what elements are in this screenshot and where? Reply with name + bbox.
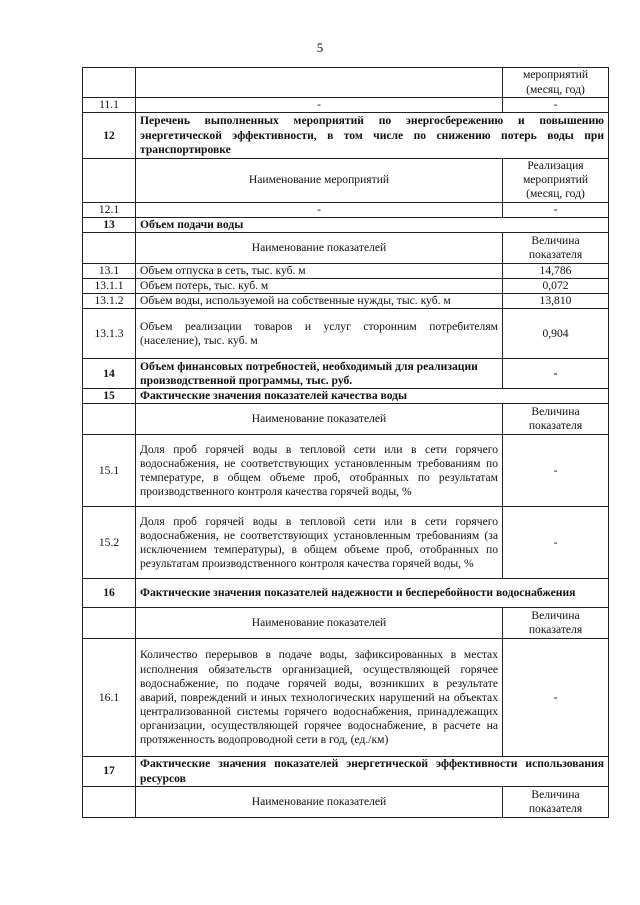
table-row [83, 639, 609, 757]
row-name: Объем отпуска в сеть, тыс. куб. м [136, 263, 503, 278]
section-number: 17 [83, 757, 136, 786]
row-value: - [503, 639, 609, 757]
row-name: Количество перерывов в подаче воды, зафиксированных в местах исполнения обязательств организацией, осуществляющей горячее водоснабжение, по подаче горячей воды, возникших в результате аварий, повреждений и иных технологических нарушений на объектах централизованной системы горячего водоснабжения, принадлежащих организации, осуществляющей горячее водоснабжение, в расчете на протяженность водопроводной сети в год, (ед./км) [136, 639, 503, 757]
row-value: - [503, 507, 609, 579]
table-row [83, 202, 609, 217]
section-row [83, 389, 609, 404]
row-number: 16.1 [83, 639, 136, 757]
row-value: 13,810 [503, 294, 609, 309]
section-value: - [503, 359, 609, 389]
column-header-value: Величина показателя [503, 786, 609, 817]
table-row [83, 263, 609, 278]
section-row [83, 359, 609, 389]
column-header-value: Величина показателя [503, 404, 609, 435]
column-header-value: Величина показателя [503, 232, 609, 263]
row-number: 12.1 [83, 202, 136, 217]
row-number: 15.2 [83, 507, 136, 579]
table-row [83, 278, 609, 293]
row-value: 0,072 [503, 278, 609, 293]
column-header-name: Наименование показателей [136, 404, 503, 435]
section-row [83, 217, 609, 232]
row-number: 11.1 [83, 98, 136, 113]
section-number: 15 [83, 389, 136, 404]
section-title: Фактические значения показателей надежности и бесперебойности водоснабжения [136, 579, 609, 608]
section-title: Объем подачи воды [136, 217, 609, 232]
section-number: 13 [83, 217, 136, 232]
row-value: - [503, 202, 609, 217]
section-number: 12 [83, 113, 136, 159]
section-title: Перечень выполненных мероприятий по энергосбережению и повышению энергетической эффективности, в том числе по снижению потерь воды при транспортировке [136, 113, 609, 159]
empty-cell [83, 404, 136, 435]
row-number: 13.1.1 [83, 278, 136, 293]
row-name: Доля проб горячей воды в тепловой сети или в сети горячего водоснабжения, не соответствующих установленным требованиям по температуре, в общем объеме проб, отобранных по результатам производственного контроля качества горячей воды, % [136, 435, 503, 507]
column-header-name: Наименование показателей [136, 232, 503, 263]
table-row [83, 507, 609, 579]
section-number: 16 [83, 579, 136, 608]
section-row [83, 757, 609, 786]
section-number: 14 [83, 359, 136, 389]
row-value: 14,786 [503, 263, 609, 278]
table-row [83, 98, 609, 113]
table-row [83, 294, 609, 309]
row-name: - [136, 98, 503, 113]
row-name [136, 68, 503, 98]
row-number: 15.1 [83, 435, 136, 507]
column-header-value: Величина показателя [503, 608, 609, 639]
column-header-value: Реализация мероприятий (месяц, год) [503, 159, 609, 202]
empty-cell [83, 159, 136, 202]
row-name: - [136, 202, 503, 217]
row-number: 13.1 [83, 263, 136, 278]
section-title: Объем финансовых потребностей, необходимый для реализации производственной программы, тыс. руб. [136, 359, 503, 389]
row-number: 13.1.2 [83, 294, 136, 309]
section-title: Фактические значения показателей качества воды [136, 389, 609, 404]
empty-cell [83, 608, 136, 639]
row-name: Объем потерь, тыс. куб. м [136, 278, 503, 293]
row-value: - [503, 435, 609, 507]
column-header-row [83, 786, 609, 817]
program-table [82, 67, 609, 818]
column-header-row [83, 404, 609, 435]
column-header-row [83, 159, 609, 202]
section-row [83, 113, 609, 159]
column-header-row [83, 232, 609, 263]
column-header-row [83, 608, 609, 639]
column-header-name: Наименование мероприятий [136, 159, 503, 202]
column-header-name: Наименование показателей [136, 786, 503, 817]
row-value: 0,904 [503, 309, 609, 359]
table-row [83, 309, 609, 359]
row-number: 13.1.3 [83, 309, 136, 359]
column-header-name: Наименование показателей [136, 608, 503, 639]
table-row [83, 68, 609, 98]
empty-cell [83, 786, 136, 817]
row-value: - [503, 98, 609, 113]
row-name: Объем реализации товаров и услуг сторонним потребителям (население), тыс. куб. м [136, 309, 503, 359]
empty-cell [83, 232, 136, 263]
section-title: Фактические значения показателей энергетической эффективности использования ресурсов [136, 757, 609, 786]
row-name: Доля проб горячей воды в тепловой сети или в сети горячего водоснабжения, не соответствующих установленным требованиям (за исключением температуры), в общем объеме проб, отобранных по результатам производственного контроля качества горячей воды, % [136, 507, 503, 579]
section-row [83, 579, 609, 608]
table-row [83, 435, 609, 507]
row-value: мероприятий (месяц, год) [503, 68, 609, 98]
page-number: 5 [316, 40, 324, 55]
row-number [83, 68, 136, 98]
row-name: Объем воды, используемой на собственные нужды, тыс. куб. м [136, 294, 503, 309]
